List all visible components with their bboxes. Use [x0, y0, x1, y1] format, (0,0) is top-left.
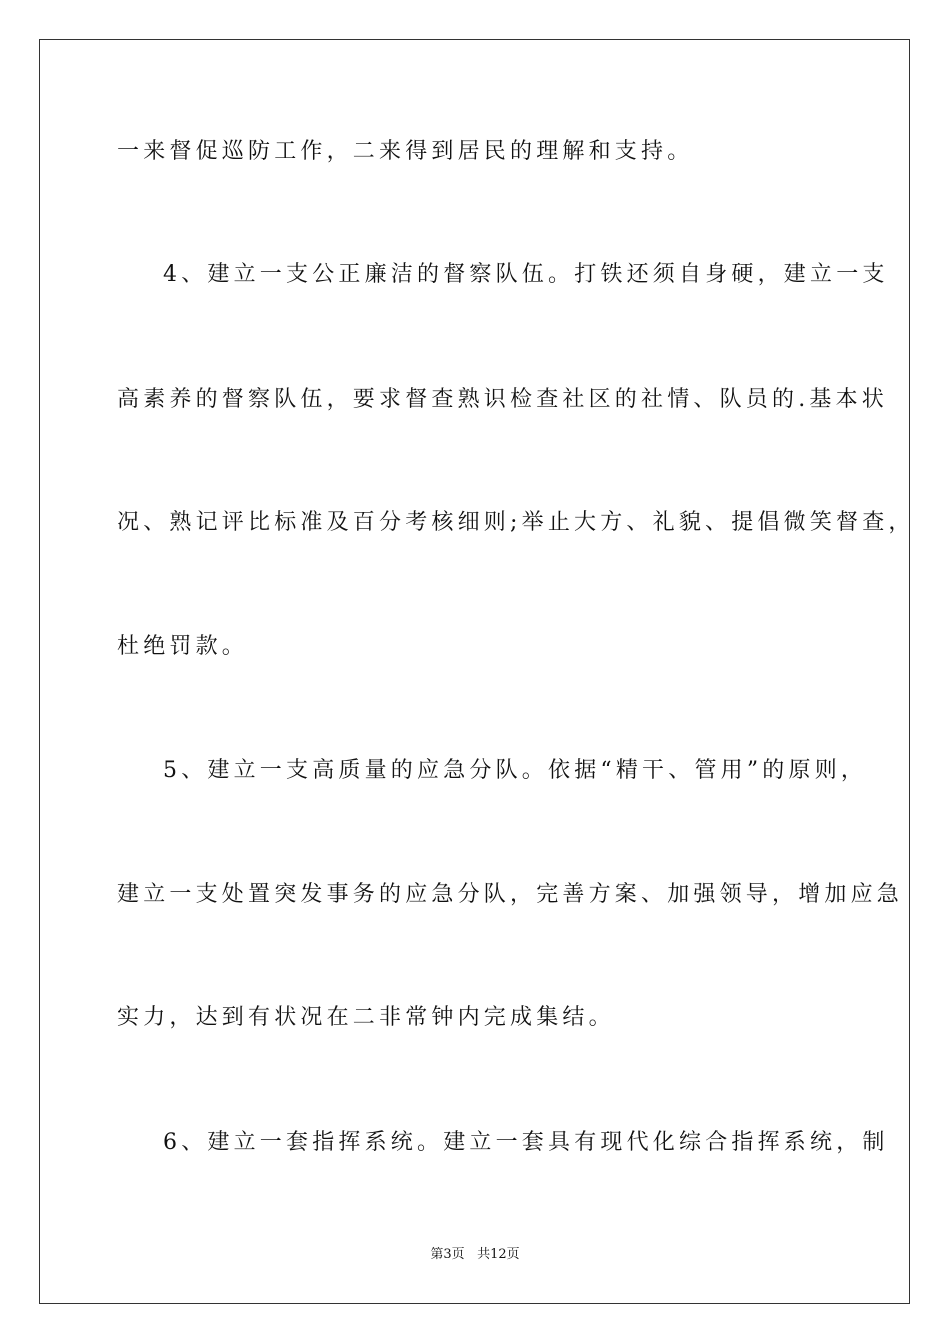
page-footer [0, 1246, 950, 1264]
text-line-1: 一来督促巡防工作，二来得到居民的理解和支持。 [117, 139, 694, 164]
text-line-3: 高素养的督察队伍，要求督查熟识检查社区的社情、队员的.基本状 [117, 387, 888, 412]
text-line-7: 建立一支处置突发事务的应急分队，完善方案、加强领导，增加应急 [117, 882, 904, 907]
text-line-8: 实力，达到有状况在二非常钟内完成集结。 [117, 1005, 615, 1030]
page-total: 共12页 [477, 1247, 520, 1262]
text-line-9: 6、建立一套指挥系统。建立一套具有现代化综合指挥系统，制 [163, 1130, 889, 1155]
text-line-2: 4、建立一支公正廉洁的督察队伍。打铁还须自身硬，建立一支 [163, 262, 889, 287]
page-number: 第3页 [430, 1247, 465, 1262]
text-line-4: 况、熟记评比标准及百分考核细则;举止大方、礼貌、提倡微笑督查， [117, 510, 915, 535]
text-line-5: 杜绝罚款。 [117, 634, 249, 659]
text-line-6: 5、建立一支高质量的应急分队。依据“精干、管用”的原则， [163, 758, 868, 783]
page-border [39, 39, 910, 1304]
